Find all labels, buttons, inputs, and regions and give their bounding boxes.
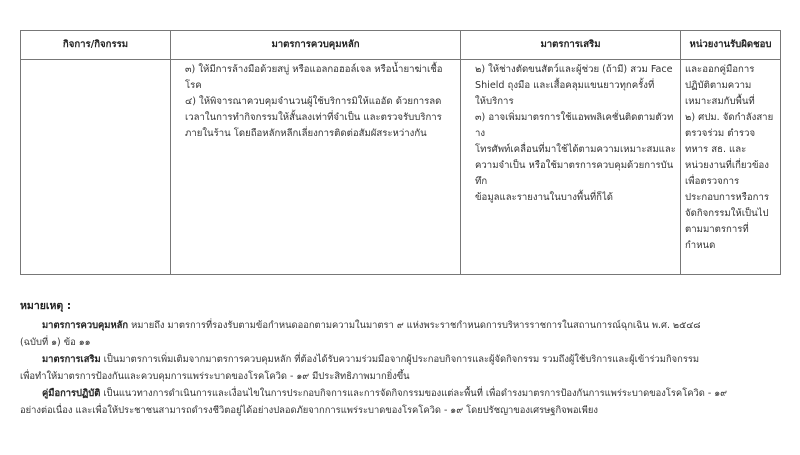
cell-additional-measures (461, 60, 681, 275)
cell-line: Shield ถุงมือ และเสื้อคลุมแขนยาวทุกครั้งที่ (475, 80, 655, 91)
note-text: เป็นแนวทางการดำเนินการและเงื่อนไขในการประกอบกิจการและการจัดกิจกรรมของแต่ละพื้นที่ เพื่อดำรงมาตรการป้องกันการแพร่ระบาดของโรคโควิด - ๑๙ (100, 388, 728, 399)
cell-line: กำหนด (685, 240, 716, 251)
cell-line: ทหาร สธ. และ (685, 144, 747, 155)
cell-line: เพื่อตรวจการ (685, 176, 740, 187)
cell-line: ตรวจร่วม ตำรวจ (685, 128, 756, 139)
note-continuation: (ฉบับที่ ๑) ข้อ ๑๑ (20, 337, 91, 348)
cell-line: ๓) อาจเพิ่มมาตรการใช้แอพพลิเคชั่นติดตามตัวทาง (475, 112, 674, 139)
cell-line: ๔) ให้พิจารณาควบคุมจำนวนผู้ใช้บริการมิให้แออัด ด้วยการลด (185, 96, 442, 107)
note-term: คู่มือการปฏิบัติ (42, 388, 101, 399)
cell-line: ความจำเป็น หรือใช้มาตรการควบคุมด้วยการบันทึก (475, 160, 674, 187)
note-text: เป็นมาตรการเพิ่มเติมจากมาตรการควบคุมหลัก ที่ต้องได้รับความร่วมมือจากผู้ประกอบกิจการและผู้จัดกิจกรรม รวมถึงผู้ใช้บริการและผู้เข้าร่วมกิจกรรม (100, 354, 700, 365)
cell-activity (21, 60, 171, 275)
cell-line: ภายในร้าน โดยถือหลักหลีกเลี่ยงการติดต่อสัมผัสระหว่างกัน (185, 128, 427, 139)
note-term: มาตรการเสริม (42, 354, 101, 365)
note-text: หมายถึง มาตรการที่รองรับตามข้อกำหนดออกตามความในมาตรา ๙ แห่งพระราชกำหนดการบริหารราชการในสถานการณ์ฉุกเฉิน พ.ศ. ๒๕๔๘ (128, 320, 701, 331)
table-header-row (21, 31, 781, 60)
cell-line: ๓) ให้มีการล้างมือด้วยสบู่ หรือแอลกอฮอล์เจล หรือน้ำยาฆ่าเชื้อ (185, 64, 443, 75)
note-main-measures (20, 317, 790, 334)
cell-line: ปฏิบัติตามความ (685, 80, 752, 91)
cell-line: โทรศัพท์เคลื่อนที่มาใช้ได้ตามความเหมาะสมและ (475, 144, 676, 155)
cell-line: โรค (185, 80, 202, 91)
cell-line: ๒) ให้ช่างตัดขนสัตว์และผู้ช่วย (ถ้ามี) สวม Face (475, 64, 673, 75)
cell-responsible-agency (681, 60, 781, 275)
cell-line: ข้อมูลและรายงานในบางพื้นที่ก็ได้ (475, 192, 614, 203)
header-responsible-agency: หน่วยงานรับผิดชอบ (681, 31, 781, 60)
measures-table (20, 30, 781, 275)
header-activity: กิจการ/กิจกรรม (21, 31, 171, 60)
cell-line: ประกอบการหรือการ (685, 192, 769, 203)
note-continuation: เพื่อทำให้มาตรการป้องกันและควบคุมการแพร่ระบาดของโรคโควิด - ๑๙ มีประสิทธิภาพมากยิ่งขึ้น (20, 371, 410, 382)
notes-section (20, 298, 790, 419)
cell-line: ๒) ศปม. จัดกำลังสาย (685, 112, 774, 123)
note-practice-manual (20, 385, 790, 402)
cell-line: เหมาะสมกับพื้นที่ (685, 96, 755, 107)
notes-title: หมายเหตุ : (20, 300, 72, 312)
cell-main-measures (171, 60, 461, 275)
cell-line: ตามมาตรการที่ (685, 224, 749, 235)
cell-line: ให้บริการ (475, 96, 514, 107)
cell-line: จัดกิจกรรมให้เป็นไป (685, 208, 769, 219)
cell-line: เวลาในการทำกิจกรรมให้สั้นลงเท่าที่จำเป็น และตรวจรับบริการ (185, 112, 442, 123)
note-continuation: อย่างต่อเนื่อง และเพื่อให้ประชาชนสามารถดำรงชีวิตอยู่ได้อย่างปลอดภัยจากการแพร่ระบาดของโรคโควิด - ๑๙ โดยปรัชญาของเศรษฐกิจพอเพียง (20, 405, 598, 416)
cell-line: และออกคู่มือการ (685, 64, 755, 75)
table-row (21, 60, 781, 275)
header-additional-measures: มาตรการเสริม (461, 31, 681, 60)
header-main-measures: มาตรการควบคุมหลัก (171, 31, 461, 60)
cell-line: หน่วยงานที่เกี่ยวข้อง (685, 160, 769, 171)
note-additional-measures (20, 351, 790, 368)
note-term: มาตรการควบคุมหลัก (42, 320, 129, 331)
